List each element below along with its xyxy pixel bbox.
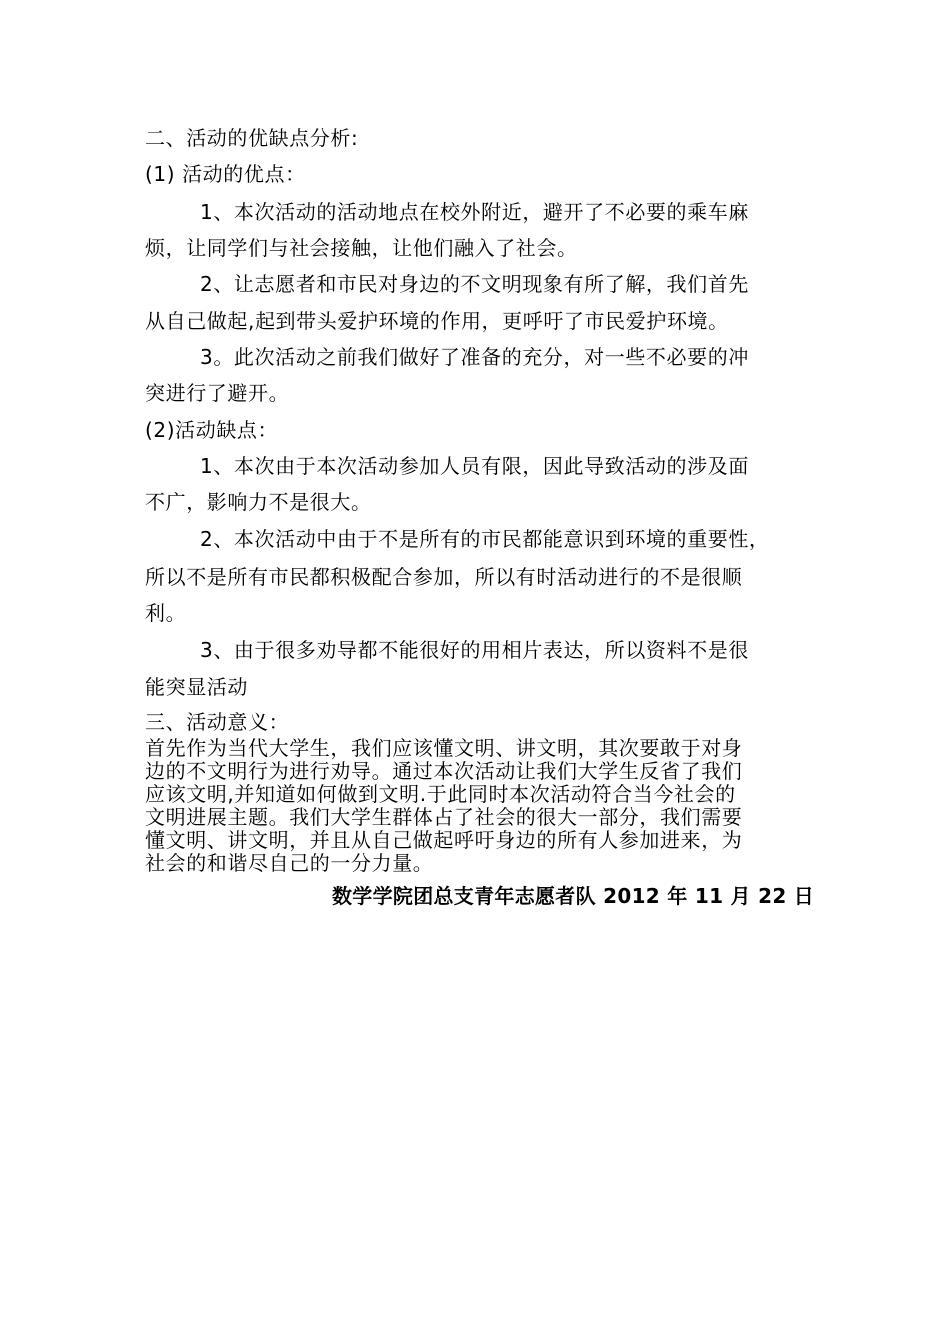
pros-item-1-line-1: 1、本次活动的活动地点在校外附近，避开了不必要的乘车麻 xyxy=(200,200,749,224)
pros-item-3-line-1: 3。此次活动之前我们做好了准备的充分，对一些不必要的冲 xyxy=(200,345,749,369)
cons-item-2-line-3: 利。 xyxy=(145,601,187,625)
cons-item-1-line-1: 1、本次由于本次活动参加人员有限，因此导致活动的涉及面 xyxy=(200,454,749,478)
pros-item-3-line-2: 突进行了避开。 xyxy=(145,381,290,405)
significance-line-6: 社会的和谐尽自己的一分力量。 xyxy=(145,851,434,875)
cons-item-3-line-1: 3、由于很多劝导都不能很好的用相片表达，所以资料不是很 xyxy=(200,638,749,662)
pros-item-2-line-2: 从自己做起,起到带头爱护环境的作用，更呼吁了市民爱护环境。 xyxy=(145,309,729,333)
cons-item-2-line-1: 2、本次活动中由于不是所有的市民都能意识到环境的重要性， xyxy=(200,527,770,551)
cons-title: (2)活动缺点： xyxy=(145,418,279,442)
cons-item-3-line-2: 能突显活动 xyxy=(145,675,248,699)
pros-title: (1) 活动的优点： xyxy=(145,162,306,186)
significance-line-2: 边的不文明行为进行劝导。通过本次活动让我们大学生反省了我们 xyxy=(145,759,743,783)
pros-item-2-line-1: 2、让志愿者和市民对身边的不文明现象有所了解，我们首先 xyxy=(200,272,749,296)
section-3-heading: 三、活动意义： xyxy=(145,710,290,734)
significance-line-4: 文明进展主题。我们大学生群体占了社会的很大一部分，我们需要 xyxy=(145,805,743,829)
signature-line: 数学学院团总支青年志愿者队 2012 年 11 月 22 日 xyxy=(332,884,815,908)
significance-line-3: 应该文明,并知道如何做到文明.于此同时本次活动符合当今社会的 xyxy=(145,782,736,806)
pros-item-1-line-2: 烦，让同学们与社会接触，让他们融入了社会。 xyxy=(145,236,578,260)
significance-line-1: 首先作为当代大学生，我们应该懂文明、讲文明，其次要敢于对身 xyxy=(145,736,743,760)
significance-line-5: 懂文明、讲文明，并且从自己做起呼吁身边的所有人参加进来，为 xyxy=(145,828,743,852)
cons-item-2-line-2: 所以不是所有市民都积极配合参加，所以有时活动进行的不是很顺 xyxy=(145,565,743,589)
section-2-heading: 二、活动的优缺点分析: xyxy=(145,126,359,150)
cons-item-1-line-2: 不广，影响力不是很大。 xyxy=(145,490,372,514)
